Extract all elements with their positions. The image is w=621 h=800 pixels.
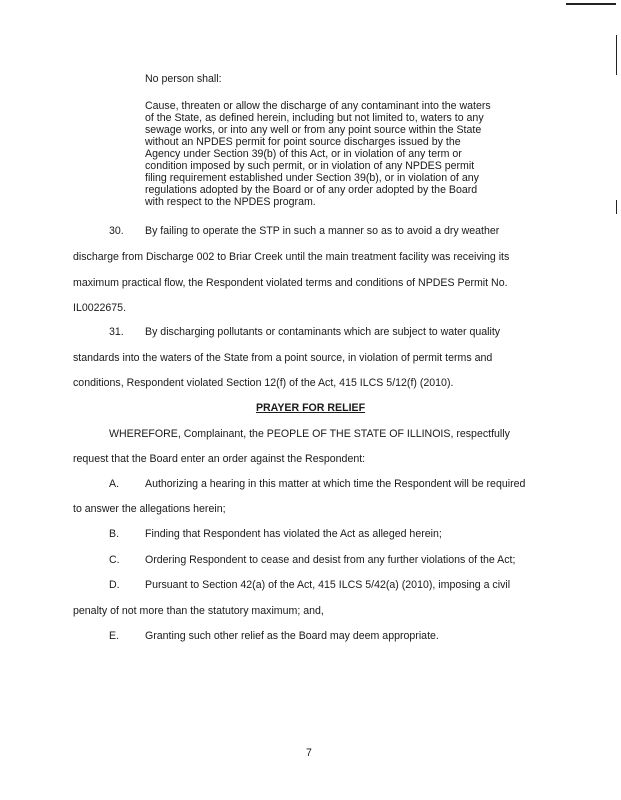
intro-line: No person shall: — [145, 73, 222, 85]
statute-line: of the State, as defined herein, including but not limited to, waters to any — [145, 112, 484, 124]
statute-line: Cause, threaten or allow the discharge of any contaminant into the waters — [145, 100, 491, 112]
paragraph-number: 30. — [109, 225, 124, 237]
statute-line: without an NPDES permit for point source discharges issued by the — [145, 136, 461, 148]
paragraph-line: discharge from Discharge 002 to Briar Creek until the main treatment facility was receiving its — [73, 251, 510, 263]
relief-letter: A. — [109, 478, 120, 490]
prayer-heading: PRAYER FOR RELIEF — [255, 402, 366, 414]
statute-line: filing requirement established under Section 39(b), or in violation of any — [145, 172, 479, 184]
paragraph-line: conditions, Respondent violated Section 12(f) of the Act, 415 ILCS 5/12(f) (2010). — [73, 377, 454, 389]
paragraph-line: standards into the waters of the State from a point source, in violation of permit terms and — [73, 352, 493, 364]
relief-line: Pursuant to Section 42(a) of the Act, 415 ILCS 5/42(a) (2010), imposing a civil — [145, 579, 511, 591]
statute-line: with respect to the NPDES program. — [145, 196, 316, 208]
statute-line: sewage works, or into any well or from any point source within the State — [145, 124, 482, 136]
paragraph-line: By failing to operate the STP in such a manner so as to avoid a dry weather — [145, 225, 500, 237]
paragraph-number: 31. — [109, 326, 124, 338]
relief-letter: D. — [109, 579, 120, 591]
statute-line: condition imposed by such permit, or in violation of any NPDES permit — [145, 160, 475, 172]
paragraph-line: maximum practical flow, the Respondent violated terms and conditions of NPDES Permit No. — [73, 277, 508, 289]
scan-mark-top-right — [566, 3, 616, 5]
page-number: 7 — [306, 747, 312, 759]
relief-line: Authorizing a hearing in this matter at which time the Respondent will be required — [145, 478, 526, 490]
relief-line: to answer the allegations herein; — [73, 503, 226, 515]
relief-letter: B. — [109, 528, 120, 540]
relief-line: Finding that Respondent has violated the Act as alleged herein; — [145, 528, 442, 540]
wherefore-line: WHEREFORE, Complainant, the PEOPLE OF THE STATE OF ILLINOIS, respectfully — [109, 428, 510, 440]
relief-letter: E. — [109, 630, 120, 642]
wherefore-line: request that the Board enter an order against the Respondent: — [73, 453, 366, 465]
statute-line: regulations adopted by the Board or of any order adopted by the Board — [145, 184, 478, 196]
relief-line: Granting such other relief as the Board may deem appropriate. — [145, 630, 439, 642]
paragraph-line: IL0022675. — [73, 302, 127, 314]
scan-mark-right-edge — [616, 35, 617, 75]
paragraph-line: By discharging pollutants or contaminants which are subject to water quality — [145, 326, 501, 338]
scan-mark-right-edge-2 — [616, 200, 617, 214]
relief-line: Ordering Respondent to cease and desist from any further violations of the Act; — [145, 554, 516, 566]
relief-line: penalty of not more than the statutory maximum; and, — [73, 605, 324, 617]
statute-line: Agency under Section 39(b) of this Act, or in violation of any term or — [145, 148, 462, 160]
relief-letter: C. — [109, 554, 120, 566]
